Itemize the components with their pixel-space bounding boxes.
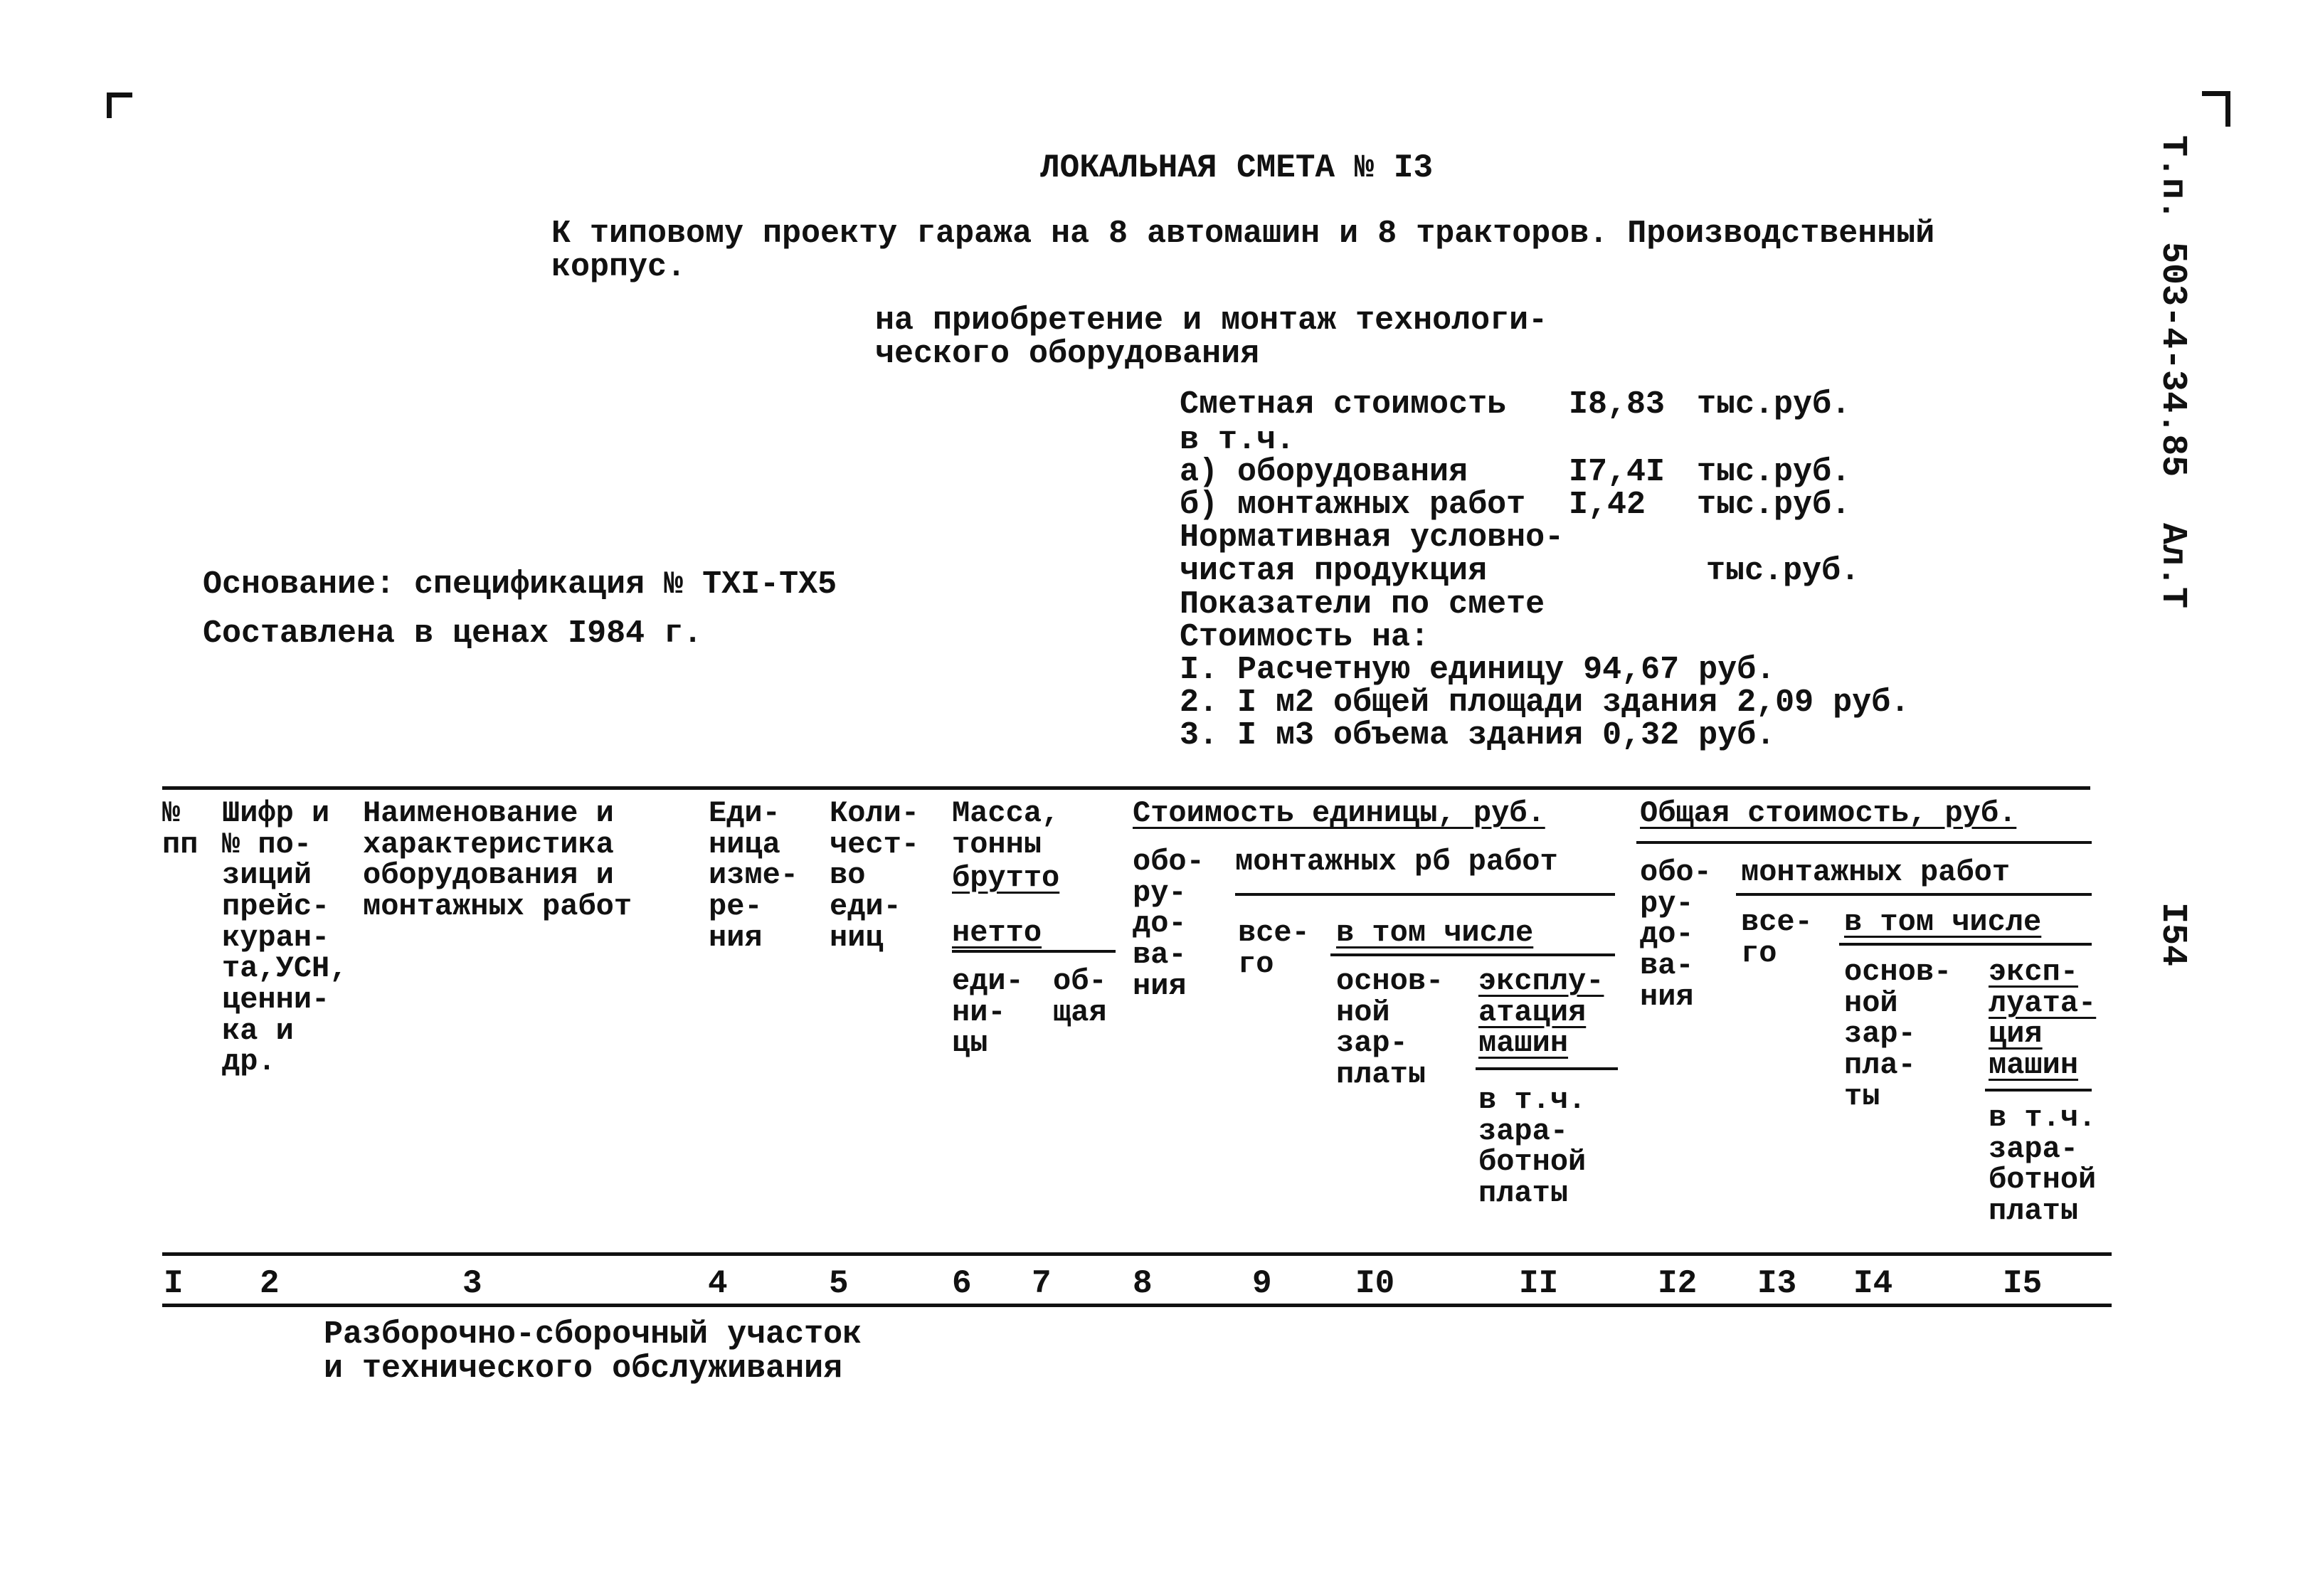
- colnum-7: 7: [1032, 1265, 1052, 1302]
- netto-rule: [952, 950, 1116, 953]
- purpose-line-1: на приобретение и монтаж технологи-: [875, 302, 1548, 339]
- purpose-line-2: ческого оборудования: [875, 336, 1260, 372]
- total-machine-rule: [1985, 1089, 2092, 1092]
- project-line-1: К типовому проекту гаража на 8 автомашин и 8 тракторов. Производственный: [551, 216, 1935, 252]
- colnum-5: 5: [829, 1265, 849, 1302]
- header-mass-unit: еди- ни- цы: [952, 964, 1024, 1061]
- colnum-8: 8: [1133, 1265, 1153, 1302]
- header-col-2: Шифр и № по- зиций прейс- куран- та,УСН, ценни- ка и др.: [222, 796, 348, 1079]
- header-unit-total: все- го: [1238, 916, 1310, 981]
- header-unit-cost: Стоимость единицы, руб.: [1133, 796, 1545, 830]
- corner-mark-left-top: [107, 93, 132, 97]
- colnum-11: II: [1519, 1265, 1559, 1302]
- header-total-total: все- го: [1741, 905, 1813, 971]
- unit-incl-rule: [1330, 953, 1615, 956]
- table-top-rule: [162, 786, 2090, 790]
- unit-installation-rule: [1235, 893, 1615, 896]
- header-unit-installation: монтажных рб работ: [1235, 845, 1558, 879]
- colnum-1: I: [164, 1265, 184, 1302]
- normative-unit: тыс.руб.: [1706, 553, 1860, 589]
- corner-mark-right: [2225, 91, 2230, 127]
- colnum-13: I3: [1757, 1265, 1797, 1302]
- per-unit-cost: I. Расчетную единицу 94,67 руб.: [1180, 652, 1776, 688]
- unit-machine-rule: [1476, 1067, 1618, 1070]
- total-incl-rule: [1839, 943, 2092, 946]
- colnum-15: I5: [2003, 1265, 2043, 1302]
- colnum-6: 6: [952, 1265, 972, 1302]
- normative-line-1: Нормативная условно-: [1180, 519, 1565, 556]
- equipment-value: I7,4I: [1569, 454, 1666, 490]
- column-numbers-rule: [162, 1304, 2112, 1307]
- section-title-line-2: и технического обслуживания: [324, 1351, 843, 1387]
- header-total-base-pay: основ- ной зар- пла- ты: [1844, 955, 1952, 1114]
- normative-line-2: чистая продукция: [1180, 553, 1488, 589]
- colnum-14: I4: [1853, 1265, 1893, 1302]
- project-line-2: корпус.: [551, 249, 687, 285]
- colnum-4: 4: [708, 1265, 728, 1302]
- header-col-5: Коли- чест- во еди- ниц: [830, 796, 920, 955]
- equipment-unit: тыс.руб.: [1697, 454, 1851, 490]
- section-title-line-1: Разборочно-сборочный участок: [324, 1316, 862, 1353]
- header-mass: Масса, тонны: [952, 796, 1060, 862]
- equipment-label: а) оборудования: [1180, 454, 1468, 490]
- header-unit-equipment: обо- ру- до- ва- ния: [1133, 845, 1205, 1003]
- header-total-machine-op: эксп- луата- ция машин: [1989, 955, 2097, 1083]
- header-col-1: № пп: [162, 796, 198, 862]
- header-brutto: брутто: [952, 861, 1060, 895]
- total-installation-rule: [1736, 893, 2092, 896]
- header-netto: нетто: [952, 916, 1042, 950]
- side-code: Т.п. 503-4-34.85: [2152, 135, 2193, 477]
- corner-mark-right-top: [2202, 91, 2230, 96]
- cost-label: Сметная стоимость: [1180, 386, 1507, 423]
- header-bottom-rule: [162, 1252, 2112, 1256]
- cost-value: I8,83: [1569, 386, 1666, 423]
- per-m2-cost: 2. I м2 общей площади здания 2,09 руб.: [1180, 685, 1910, 721]
- header-total-incl: в том числе: [1844, 905, 2042, 939]
- header-unit-incl: в том числе: [1336, 916, 1534, 950]
- header-col-3: Наименование и характеристика оборудования и монтажных работ: [363, 796, 632, 924]
- header-unit-machine-op: эксплу- атация машин: [1478, 964, 1604, 1061]
- colnum-10: I0: [1355, 1265, 1395, 1302]
- colnum-12: I2: [1658, 1265, 1698, 1302]
- header-total-equipment: обо- ру- до- ва- ния: [1640, 855, 1712, 1014]
- cost-unit: тыс.руб.: [1697, 386, 1851, 423]
- header-total-installation: монтажных работ: [1741, 855, 2011, 889]
- side-sheet: Ал.Т: [2152, 523, 2193, 609]
- header-total-incl-pay: в т.ч. зара- ботной платы: [1989, 1101, 2097, 1229]
- incl-label: в т.ч.: [1180, 422, 1296, 458]
- header-unit-incl-pay: в т.ч. зара- ботной платы: [1478, 1083, 1587, 1211]
- colnum-9: 9: [1252, 1265, 1272, 1302]
- basis-prices: Составлена в ценах I984 г.: [203, 615, 703, 652]
- cost-per-label: Стоимость на:: [1180, 619, 1430, 655]
- page-number: I54: [2152, 902, 2193, 967]
- total-cost-rule: [1636, 841, 2092, 844]
- page-title: ЛОКАЛЬНАЯ СМЕТА № I3: [1040, 149, 1434, 186]
- header-unit-base-pay: основ- ной зар- платы: [1336, 964, 1444, 1092]
- colnum-2: 2: [260, 1265, 280, 1302]
- per-m3-cost: 3. I м3 объема здания 0,32 руб.: [1180, 717, 1776, 754]
- installation-value: I,42: [1569, 487, 1646, 523]
- installation-label: б) монтажных работ: [1180, 487, 1526, 523]
- indicators-label: Показатели по смете: [1180, 586, 1545, 623]
- colnum-3: 3: [462, 1265, 482, 1302]
- basis-spec: Основание: спецификация № TXI-TX5: [203, 566, 837, 603]
- header-total-cost: Общая стоимость, руб.: [1640, 796, 2017, 830]
- header-mass-total: об- щая: [1053, 964, 1107, 1030]
- installation-unit: тыс.руб.: [1697, 487, 1851, 523]
- header-col-4: Еди- ница изме- ре- ния: [709, 796, 799, 955]
